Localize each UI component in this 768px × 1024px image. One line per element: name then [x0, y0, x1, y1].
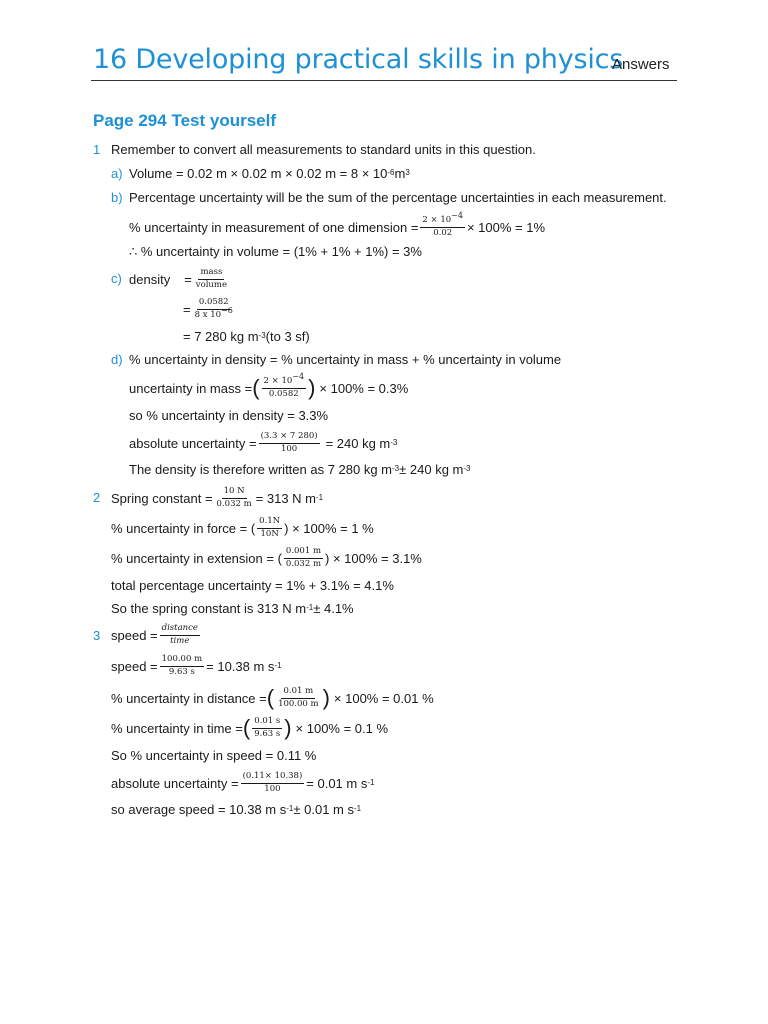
section-heading: Page 294 Test yourself: [93, 111, 276, 130]
q1-d-final-answer: The density is therefore written as 7 280 kg m -3 ± 240 kg m -3: [129, 461, 471, 477]
q3-speed-calculation: speed = $\frac{100.00 m}{9.63 s}$ = 10.38 m s -1: [111, 653, 282, 677]
q1-b-dimension-uncertainty: % uncertainty in measurement of one dimension = $\frac{2 \times 10^{-4}}{0.02}$ × 100% = 1%: [129, 210, 546, 238]
q1-part-b-label: b): [111, 190, 123, 205]
fraction: $\frac{10 N}{0.032 m}$: [216, 485, 252, 509]
q1-d-density-uncertainty: so % uncertainty in density = 3.3%: [129, 407, 329, 423]
q1-d-absolute-uncertainty: absolute uncertainty = $\frac{(3.3 \times 7 280)}{100}$ = 240 kg m -3: [129, 430, 398, 454]
answers-label: Answers: [612, 56, 670, 73]
q3-time-uncertainty: % uncertainty in time = ( $\frac{0.01 s}{9.63 s}$ ) × 100% = 0.1 %: [111, 715, 389, 740]
fraction: $\frac{\text{distance}}{\text{time}}$: [161, 622, 198, 646]
question-number-2: 2: [93, 490, 101, 505]
q1-intro: Remember to convert all measurements to standard units in this question.: [111, 141, 536, 157]
q2-force-uncertainty: % uncertainty in force = ( $\frac{0.1N}{10N}$ ) × 100% = 1 %: [111, 515, 374, 539]
q1-part-d: % uncertainty in density = % uncertainty in mass + % uncertainty in volume: [129, 351, 562, 367]
q3-distance-uncertainty: % uncertainty in distance = ( $\frac{0.01 m}{100.00 m}$ ) × 100% = 0.01 %: [111, 685, 434, 710]
q1-d-mass-uncertainty: uncertainty in mass = ( $\frac{2 \times 10^{-4}}{0.0582}$ ) × 100% = 0.3%: [129, 371, 409, 400]
fraction: $\frac{\text{mass}}{\text{volume}}$: [195, 266, 227, 290]
fraction: $\frac{2 \times 10^{-4}}{0.0582}$: [263, 371, 305, 399]
fraction: $\frac{0.01 s}{9.63 s}$: [254, 715, 281, 739]
q1-c-result: = 7 280 kg m -3 (to 3 sf): [183, 328, 310, 344]
fraction: $\frac{2 \times 10^{-4}}{0.02}$: [422, 210, 463, 238]
fraction: $\frac{100.00 m}{9.63 s}$: [161, 653, 203, 677]
question-number-1: 1: [93, 142, 101, 157]
fraction: $\frac{(0.11\times 10.38)}{100}$: [242, 770, 303, 794]
q1-part-c-label: c): [111, 271, 122, 286]
q1-c-substitution: = $\frac{0.0582}{8 x 10^{-6}}$: [183, 296, 233, 320]
q3-speed-uncertainty: So % uncertainty in speed = 0.11 %: [111, 747, 317, 763]
q2-extension-uncertainty: % uncertainty in extension = ( $\frac{0.001 m}{0.032 m}$ ) × 100% = 3.1%: [111, 545, 422, 569]
q1-part-b: Percentage uncertainty will be the sum of the percentage uncertainties in each measurement.: [129, 189, 667, 205]
q3-absolute-uncertainty: absolute uncertainty = $\frac{(0.11\times 10.38)}{100}$ = 0.01 m s -1: [111, 770, 375, 794]
q2-total-uncertainty: total percentage uncertainty = 1% + 3.1% = 4.1%: [111, 577, 394, 593]
q3-speed-formula: speed = $\frac{\text{distance}}{\text{time}}$: [111, 622, 198, 646]
q2-spring-constant: Spring constant = $\frac{10 N}{0.032 m}$ = 313 N m -1: [111, 485, 324, 509]
fraction: $\frac{0.01 m}{100.00 m}$: [278, 685, 319, 709]
q1-b-volume-uncertainty: ∴ % uncertainty in volume = (1% + 1% + 1%) = 3%: [129, 244, 422, 259]
question-number-3: 3: [93, 628, 101, 643]
q2-final-answer: So the spring constant is 313 N m -1 ± 4.1%: [111, 600, 354, 616]
q1-part-a: Volume = 0.02 m × 0.02 m × 0.02 m = 8 × 10 -6 m 3: [129, 165, 410, 181]
q1-part-a-label: a): [111, 166, 123, 181]
fraction: $\frac{0.1N}{10N}$: [259, 515, 281, 539]
title-divider: [91, 80, 677, 81]
fraction: $\frac{(3.3 \times 7 280)}{100}$: [260, 430, 318, 454]
q3-final-answer: so average speed = 10.38 m s -1 ± 0.01 m s -1: [111, 801, 362, 817]
q1-c-density: density = $\frac{\text{mass}}{\text{volume}}$: [129, 266, 227, 290]
page-title: 16 Developing practical skills in physics: [93, 44, 624, 75]
q1-part-d-label: d): [111, 352, 123, 367]
fraction: $\frac{0.001 m}{0.032 m}$: [285, 545, 322, 569]
fraction: $\frac{0.0582}{8 x 10^{-6}}$: [194, 296, 233, 320]
